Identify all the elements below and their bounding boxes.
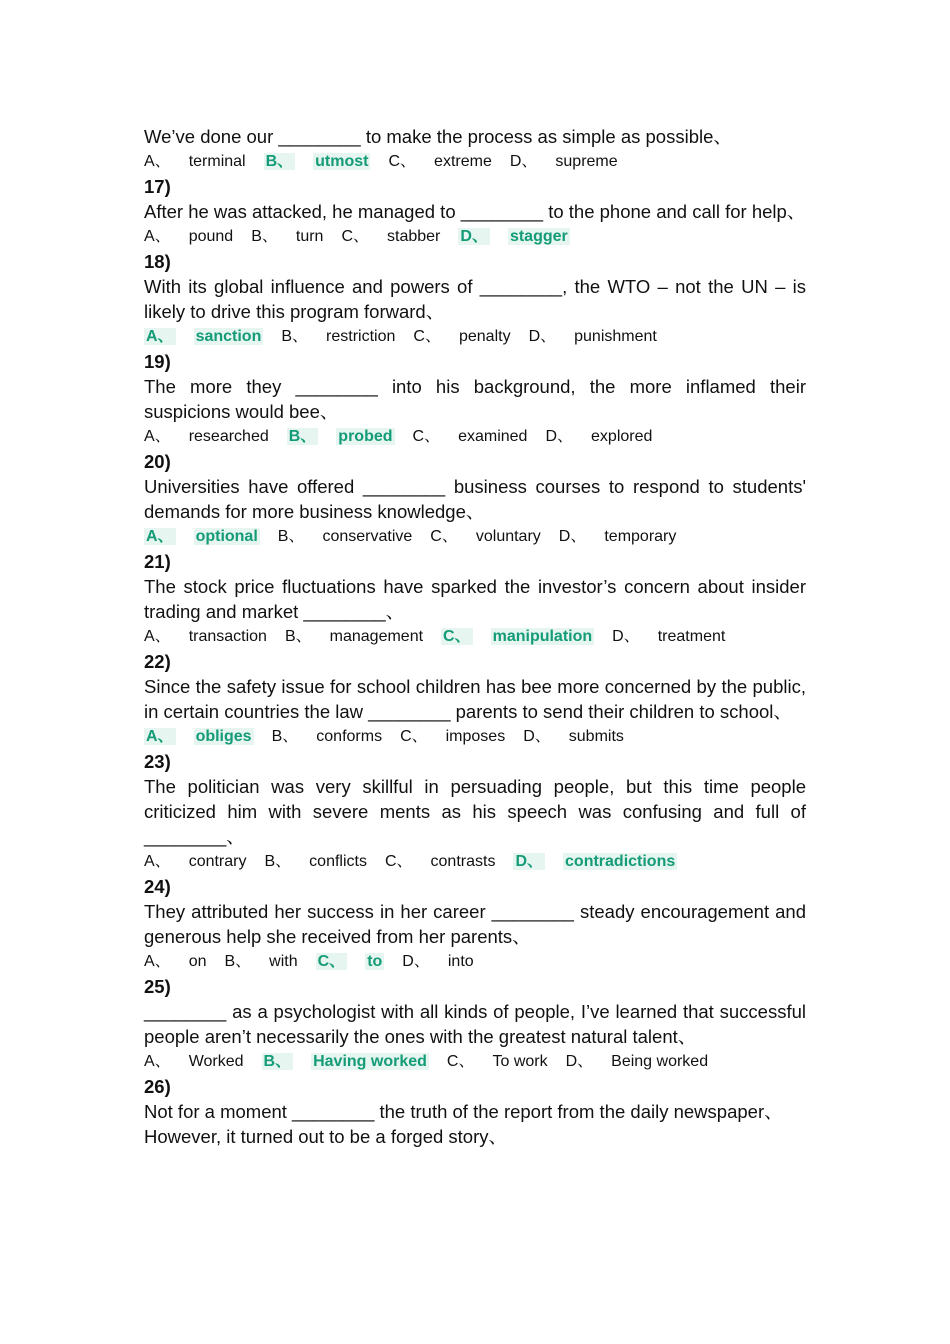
option-text: with <box>269 953 298 970</box>
option-letter: B、 <box>288 428 317 445</box>
question-number: 20) <box>144 451 171 472</box>
option <box>529 324 657 349</box>
option-letter: C、 <box>384 853 413 870</box>
option-text: Having worked <box>313 1053 427 1070</box>
option-letter: A、 <box>146 328 174 345</box>
option <box>523 724 624 749</box>
option-text: on <box>188 953 207 970</box>
option <box>510 149 618 174</box>
option-letter: C、 <box>412 428 441 445</box>
question-block <box>144 974 806 1074</box>
option-letter: B、 <box>251 228 278 245</box>
option-text: manipulation <box>492 628 593 645</box>
option <box>278 524 413 549</box>
options-row <box>144 724 806 749</box>
question-block <box>144 449 806 549</box>
option-correct <box>262 1049 429 1074</box>
question-number: 25) <box>144 976 171 997</box>
question-number: 18) <box>144 251 171 272</box>
option-text: turn <box>295 228 324 245</box>
option-correct <box>441 624 594 649</box>
option-text: optional <box>195 528 258 545</box>
option <box>224 949 297 974</box>
option-text: management <box>329 628 424 645</box>
option-text: stabber <box>387 228 441 245</box>
option <box>385 849 495 874</box>
option <box>144 849 246 874</box>
option <box>144 1049 244 1074</box>
option-text: conforms <box>316 728 383 745</box>
question-stem: ________ as a psychologist with all kinds of people, I’ve learned that successful people aren’t necessarily the ones with the greatest natural talent、 <box>144 1001 806 1047</box>
question-number: 17) <box>144 176 171 197</box>
option <box>144 224 233 249</box>
option <box>272 724 382 749</box>
option-letter: D、 <box>565 1053 594 1070</box>
option-letter: C、 <box>446 1053 475 1070</box>
option-text: obliges <box>195 728 252 745</box>
option <box>447 1049 548 1074</box>
option <box>400 724 505 749</box>
question-number: 23) <box>144 751 171 772</box>
option-text: Being worked <box>611 1053 709 1070</box>
question-stem: The stock price fluctuations have sparked the investor’s concern about insider trading and market ________、 <box>144 576 806 622</box>
question-block <box>144 649 806 749</box>
option-text: examined <box>458 428 528 445</box>
option-letter: A、 <box>144 228 171 245</box>
option <box>264 849 366 874</box>
question-stem: After he was attacked, he managed to ________ to the phone and call for help、 <box>144 201 806 222</box>
option-text: restriction <box>326 328 396 345</box>
option-letter: C、 <box>443 628 471 645</box>
option-letter: A、 <box>144 953 171 970</box>
option-letter: A、 <box>144 628 171 645</box>
option-text: imposes <box>445 728 506 745</box>
question-block <box>144 174 806 249</box>
option-correct <box>287 424 395 449</box>
option-letter: D、 <box>528 328 557 345</box>
option-letter: D、 <box>545 428 574 445</box>
option <box>144 149 246 174</box>
option-text: penalty <box>458 328 511 345</box>
question-block <box>144 349 806 449</box>
option <box>388 149 491 174</box>
question-stem: We’ve done our ________ to make the process as simple as possible、 <box>144 126 732 147</box>
question-stem: Universities have offered ________ business courses to respond to students' demands for more business knowledge、 <box>144 476 806 522</box>
question-stem: With its global influence and powers of ________, the WTO – not the UN – is likely to drive this program forward、 <box>144 276 806 322</box>
option-letter: C、 <box>430 528 458 545</box>
question-number: 21) <box>144 551 171 572</box>
question-block <box>144 249 806 349</box>
option-correct <box>316 949 385 974</box>
option <box>144 624 267 649</box>
option-text: extreme <box>434 153 492 170</box>
option-text: stagger <box>509 228 568 245</box>
question-stem: The politician was very skillful in persuading people, but this time people criticized him with severe ments as his speech was confusing and full of ________、 <box>144 776 806 847</box>
option-letter: B、 <box>277 528 305 545</box>
option-text: researched <box>188 428 269 445</box>
option <box>566 1049 709 1074</box>
option-letter: B、 <box>271 728 299 745</box>
option-letter: D、 <box>509 153 538 170</box>
option-letter: D、 <box>558 528 587 545</box>
option-correct <box>264 149 371 174</box>
option-text: transaction <box>188 628 267 645</box>
question-stem: Since the safety issue for school children has bee more concerned by the public, in certain countries the law ________ parents to send their children to school、 <box>144 676 806 722</box>
option <box>545 424 652 449</box>
option-letter: C、 <box>341 228 370 245</box>
option-letter: C、 <box>400 728 428 745</box>
option <box>144 949 206 974</box>
option-text: sanction <box>195 328 262 345</box>
option <box>281 324 395 349</box>
option-letter: D、 <box>515 853 544 870</box>
options-row <box>144 224 806 249</box>
option-letter: D、 <box>402 953 430 970</box>
question-number: 24) <box>144 876 171 897</box>
option-text: contradictions <box>565 853 676 870</box>
option <box>559 524 677 549</box>
option-text: punishment <box>574 328 657 345</box>
option-text: treatment <box>657 628 726 645</box>
option-letter: B、 <box>264 853 292 870</box>
option-text: voluntary <box>475 528 541 545</box>
option-letter: D、 <box>460 228 488 245</box>
option-text: conflicts <box>309 853 367 870</box>
option-correct <box>458 224 569 249</box>
option-correct <box>144 724 254 749</box>
option-letter: A、 <box>146 728 174 745</box>
option-text: contrary <box>188 853 247 870</box>
question-block <box>144 874 806 974</box>
options-row <box>144 524 806 549</box>
option <box>430 524 540 549</box>
option <box>341 224 440 249</box>
question-block <box>144 1074 806 1149</box>
option-text: conservative <box>322 528 413 545</box>
option-letter: A、 <box>146 528 174 545</box>
question-stem-continued: However, it turned out to be a forged story、 <box>144 1126 507 1147</box>
option-letter: D、 <box>523 728 551 745</box>
option-text: terminal <box>188 153 246 170</box>
options-row <box>144 624 806 649</box>
question-number: 26) <box>144 1076 171 1097</box>
options-row <box>144 1049 806 1074</box>
option-letter: C、 <box>317 953 346 970</box>
option-letter: B、 <box>265 153 294 170</box>
question-block <box>144 749 806 874</box>
option-correct <box>513 849 677 874</box>
option-text: submits <box>568 728 624 745</box>
option-letter: A、 <box>144 1053 171 1070</box>
option-letter: B、 <box>224 953 252 970</box>
option <box>402 949 473 974</box>
options-row <box>144 849 806 874</box>
option-correct <box>144 524 260 549</box>
option-text: pound <box>188 228 234 245</box>
option-text: into <box>447 953 474 970</box>
option-letter: B、 <box>263 1053 292 1070</box>
options-row <box>144 149 806 174</box>
option <box>612 624 725 649</box>
options-row <box>144 424 806 449</box>
option-text: To work <box>492 1053 548 1070</box>
option-letter: B、 <box>284 628 312 645</box>
question-stem: The more they ________ into his background, the more inflamed their suspicions would bee、 <box>144 376 806 422</box>
option-letter: A、 <box>144 153 171 170</box>
option-text: supreme <box>555 153 618 170</box>
option-letter: B、 <box>281 328 309 345</box>
option-text: temporary <box>604 528 677 545</box>
option-text: to <box>367 953 383 970</box>
option-text: Worked <box>188 1053 244 1070</box>
option-letter: C、 <box>413 328 441 345</box>
option <box>144 424 269 449</box>
question-stem: They attributed her success in her career ________ steady encouragement and generous help she received from her parents、 <box>144 901 806 947</box>
question-stem: Not for a moment ________ the truth of the report from the daily newspaper、 <box>144 1101 783 1122</box>
document-body <box>144 124 806 1149</box>
question-number: 19) <box>144 351 171 372</box>
option <box>251 224 323 249</box>
question-block <box>144 549 806 649</box>
question-number: 22) <box>144 651 171 672</box>
options-row <box>144 949 806 974</box>
option <box>285 624 423 649</box>
option-letter: A、 <box>144 428 171 445</box>
option-letter: C、 <box>388 153 417 170</box>
options-row <box>144 324 806 349</box>
option <box>413 324 510 349</box>
option-text: probed <box>338 428 393 445</box>
option-letter: D、 <box>612 628 640 645</box>
option-correct <box>144 324 263 349</box>
option-text: contrasts <box>430 853 496 870</box>
option-text: utmost <box>315 153 369 170</box>
option-letter: A、 <box>144 853 171 870</box>
option-text: explored <box>591 428 653 445</box>
question-block <box>144 124 806 174</box>
option <box>413 424 528 449</box>
